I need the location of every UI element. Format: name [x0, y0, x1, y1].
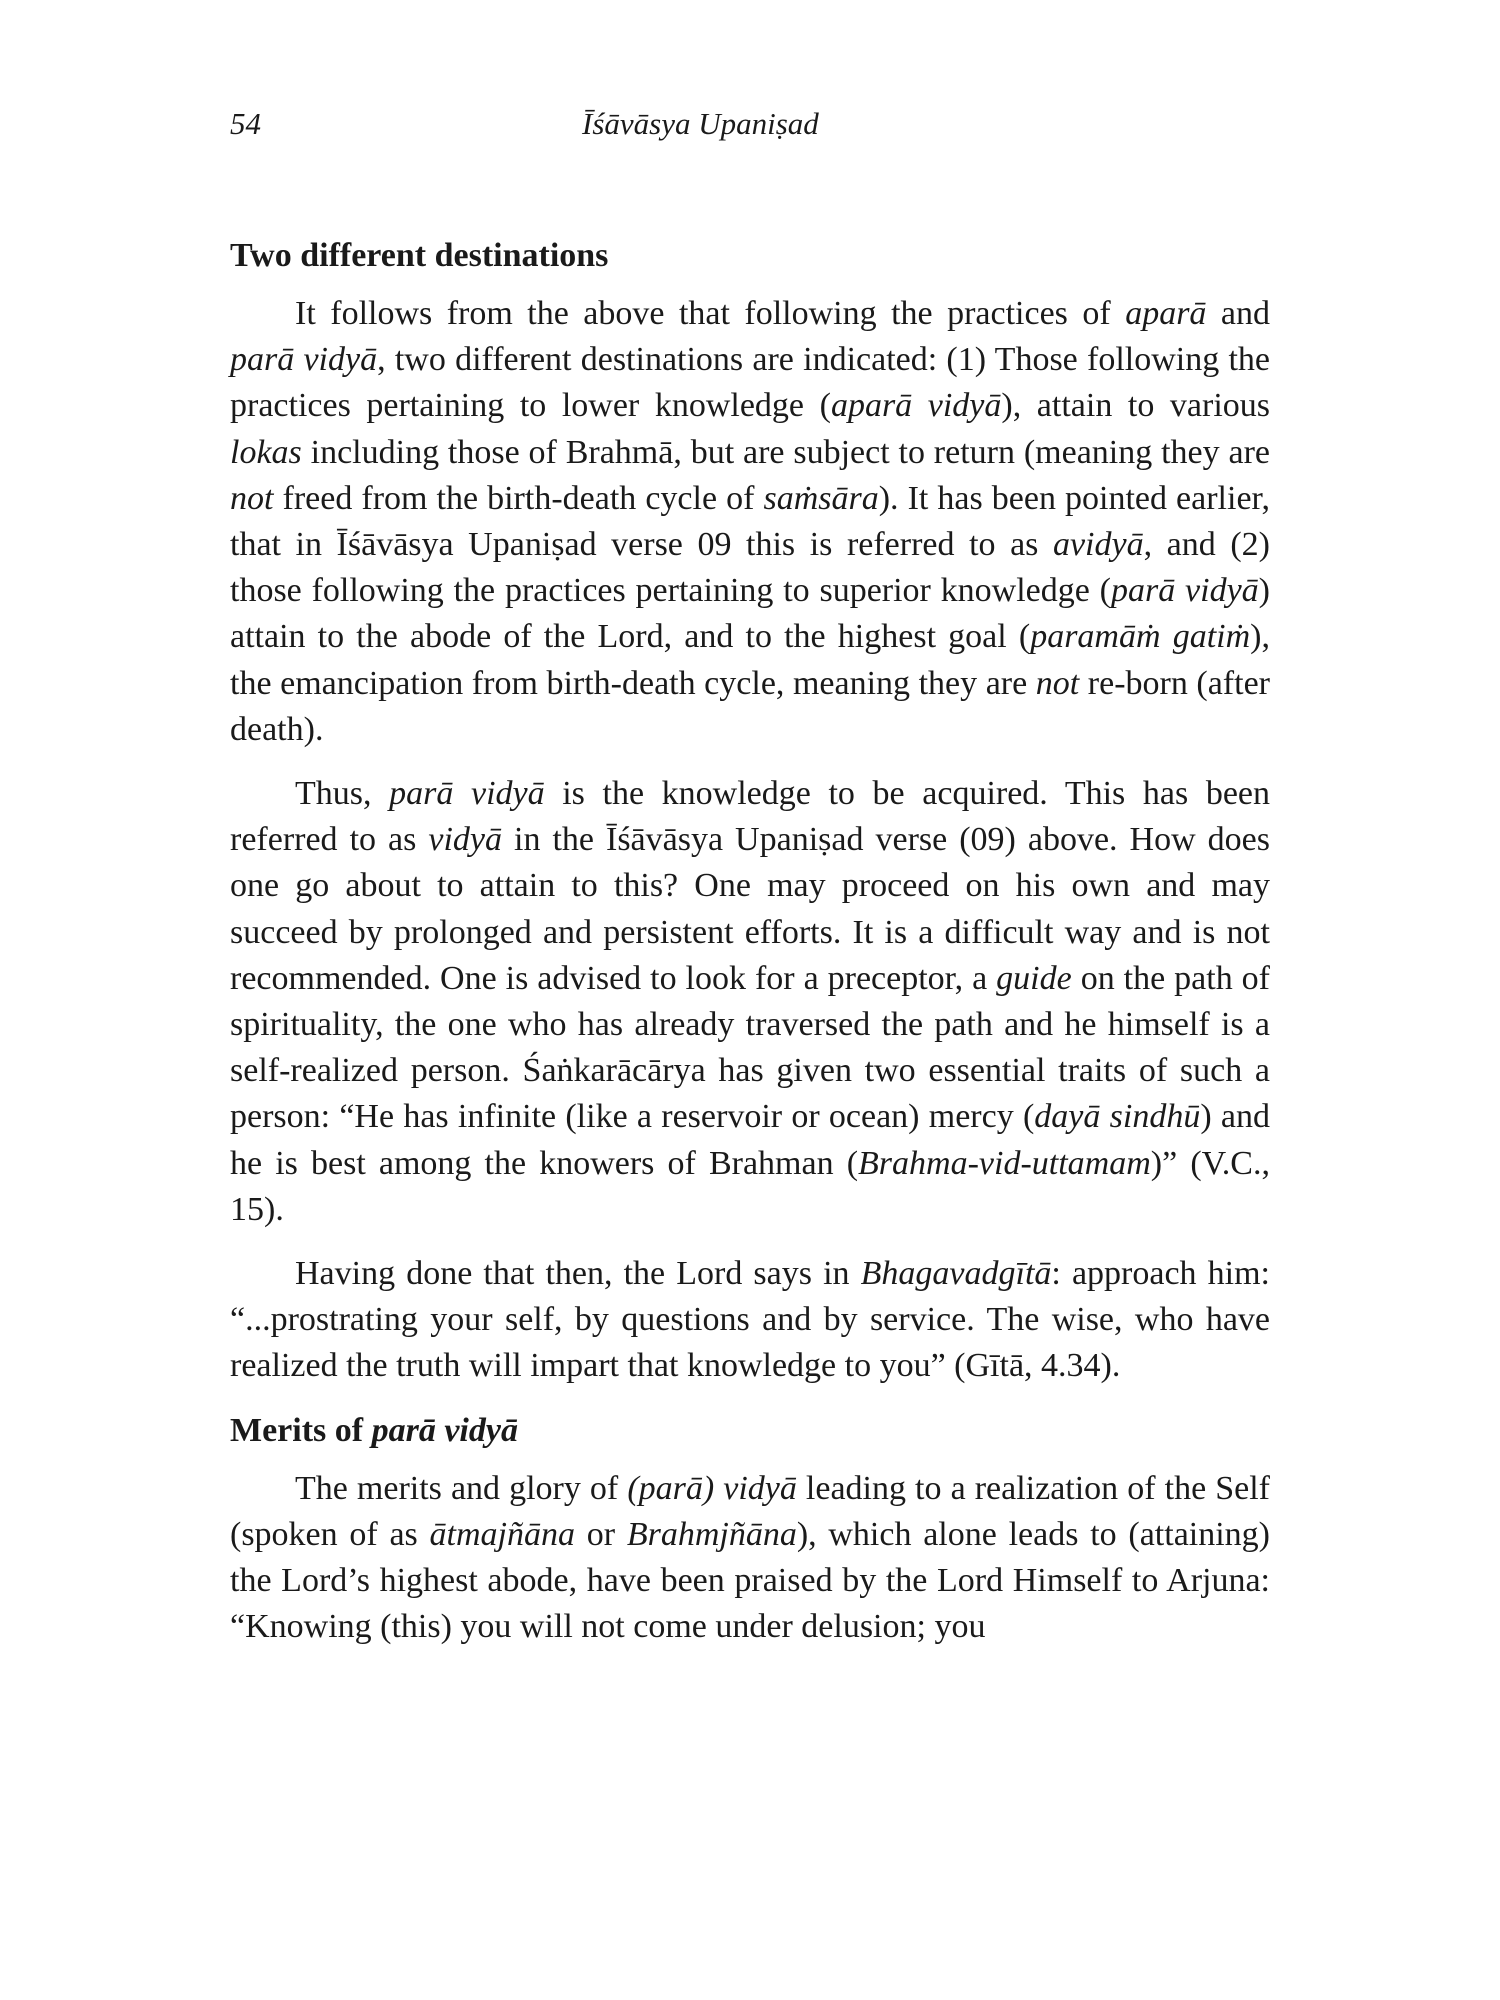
text-run: re-born (after death). — [230, 664, 1270, 748]
term-italic: parā vidyā — [389, 775, 545, 813]
term-italic: parā vidyā — [230, 341, 378, 379]
term-italic: paramāṁ gatiṁ — [1030, 618, 1251, 656]
text-run: ) attain to the abode of the Lord, and to the highest goal ( — [230, 572, 1270, 656]
text-run: including those of Brahmā, but are subject to return (meaning they are — [301, 433, 1270, 471]
term-italic: Brahma-vid-uttamam — [858, 1144, 1151, 1182]
text-run: )” (V.C., 15). — [230, 1144, 1270, 1228]
text-run: leading to a realization of the Self (spoken of as — [230, 1469, 1270, 1553]
text-run: , and (2) those following the practices pertaining to superior knowledge ( — [230, 526, 1270, 610]
text-run: ). It has been pointed earlier, that in Īśāvāsya Upaniṣad verse 09 this is referred to as — [230, 479, 1270, 564]
term-italic: Brahmjñāna — [626, 1515, 797, 1553]
term-italic: not — [1035, 664, 1080, 702]
heading-text: Merits of — [230, 1411, 372, 1449]
term-italic: (parā) vidyā — [627, 1469, 797, 1507]
term-italic: Bhagavadgītā — [860, 1255, 1052, 1293]
text-run: ), attain to various — [1001, 387, 1271, 425]
page-number: 54 — [230, 106, 261, 141]
text-run: ), which alone leads to (attaining) the Lord’s highest abode, have been praised by the Lord Himself to Arjuna: “Knowing (this) you will not come under delusion; you — [230, 1515, 1270, 1646]
text-run: It follows from the above that following the practices of — [295, 295, 1126, 332]
heading-term-italic: parā vidyā — [371, 1411, 518, 1449]
term-italic: parā vidyā — [1111, 572, 1259, 610]
running-title: Īśāvāsya Upaniṣad — [582, 106, 819, 141]
term-italic: lokas — [230, 433, 302, 471]
text-run: or — [574, 1515, 627, 1553]
text-run: is the knowledge to be acquired. This has been referred to as — [230, 775, 1271, 859]
text-run: ) and he is best among the knowers of Brahman ( — [230, 1098, 1270, 1182]
text-run: , two different destinations are indicated: (1) Those following the practices pertaining to lower knowledge ( — [230, 341, 1270, 425]
paragraph-destinations — [230, 291, 1270, 753]
paragraph-gita — [230, 1251, 1270, 1390]
term-italic: avidyā — [1052, 526, 1144, 564]
term-italic: saṁsāra — [763, 479, 879, 517]
term-italic: aparā vidyā — [830, 387, 1002, 425]
text-run: Thus, — [295, 775, 390, 813]
running-head — [230, 106, 1270, 156]
text-run: in the Īśāvāsya Upaniṣad verse (09) above. How does one go about to attain to this? One may proceed on his own and may succeed by prolonged and persistent efforts. It is a difficult way and is not recommended. One is advised to look for a preceptor, a — [230, 821, 1270, 997]
text-run: ), the emancipation from birth-death cycle, meaning they are — [230, 618, 1270, 702]
text-run: on the path of spirituality, the one who has already traversed the path and he himself is a self-realized person. Śaṅkarācārya has given two essential traits of such a person: “He has infinite (like a reservoir or ocean) mercy ( — [230, 959, 1270, 1136]
text-run: and — [1206, 295, 1271, 332]
section-heading-merits — [230, 1408, 1270, 1454]
text-run: freed from the birth-death cycle of — [273, 479, 764, 517]
text-run: Having done that then, the Lord says in — [295, 1255, 861, 1293]
section-heading-destinations: Two different destinations — [230, 237, 609, 274]
term-italic: guide — [996, 959, 1072, 997]
term-italic: vidyā — [428, 821, 502, 859]
page-body — [230, 233, 1270, 1650]
term-italic: not — [230, 479, 274, 517]
text-run: : approach him: “...prostrating your self, by questions and by service. The wise, who have realized the truth will impart that knowledge to you” (Gītā, 4.34). — [230, 1255, 1270, 1385]
term-italic: dayā sindhū — [1034, 1098, 1201, 1136]
paragraph-para-vidya — [230, 771, 1270, 1233]
text-run: The merits and glory of — [295, 1469, 628, 1507]
term-italic: aparā — [1125, 295, 1207, 332]
term-italic: ātmajñāna — [429, 1515, 575, 1553]
paragraph-merits — [230, 1466, 1270, 1651]
